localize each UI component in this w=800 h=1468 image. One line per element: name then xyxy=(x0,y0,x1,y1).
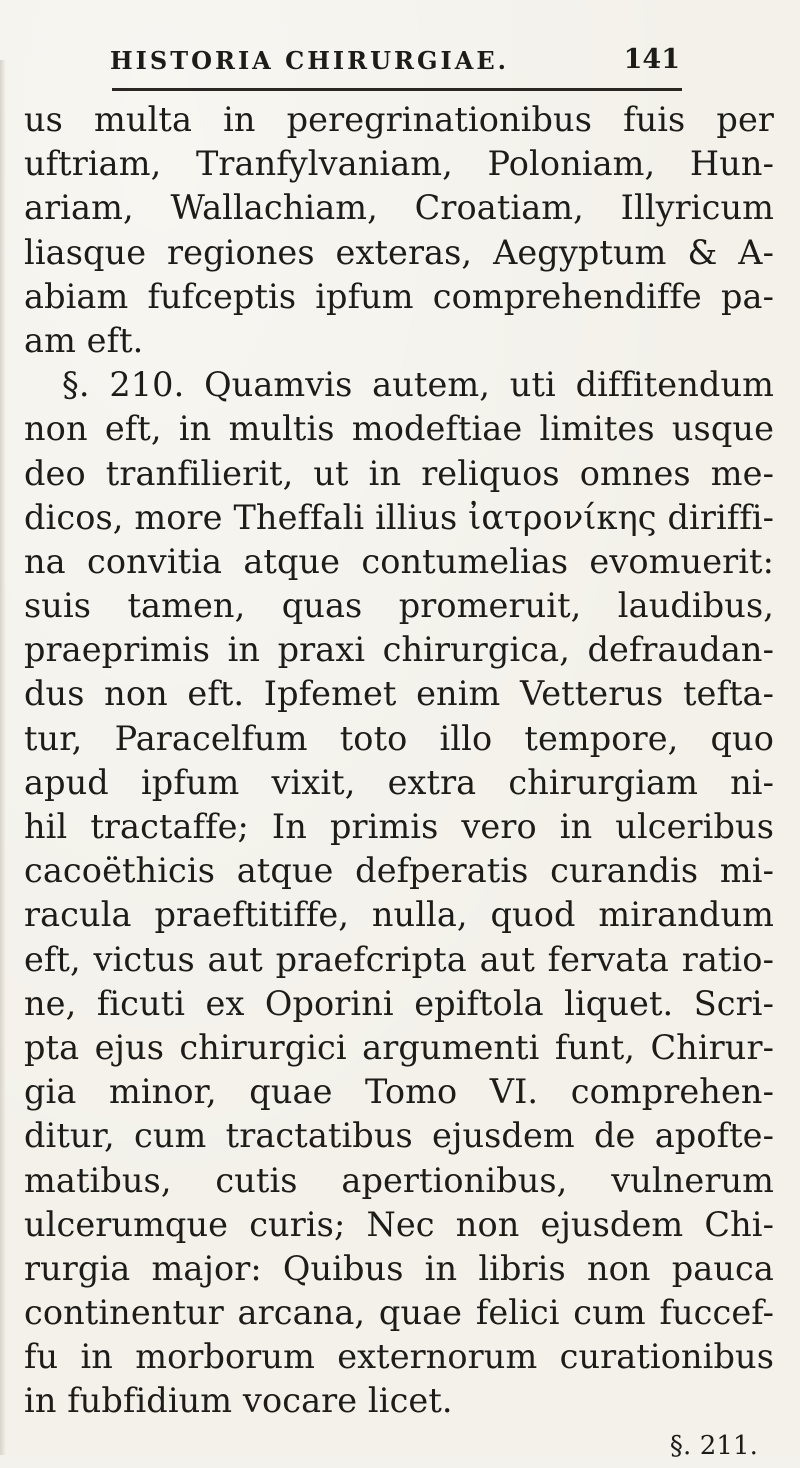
text-line: continentur arcana, quae felici cum fuccef- xyxy=(24,1293,774,1333)
text-line: am eft. xyxy=(24,320,144,360)
text-line: cacoëthicis atque defperatis curandis mi- xyxy=(24,851,774,891)
text-line: dus non eft. Ipfemet enim Vetterus tefta- xyxy=(24,674,774,714)
page-number: 141 xyxy=(623,44,680,75)
text-line: liasque regiones exteras, Aegyptum & A- xyxy=(24,232,774,272)
text-line: na convitia atque contumelias evomuerit: xyxy=(24,541,774,581)
text-line: us multa in peregrinationibus fuis per xyxy=(24,100,774,139)
text-line: uftriam, Tranfylvaniam, Poloniam, Hun- xyxy=(24,144,774,184)
running-head xyxy=(110,42,680,82)
text-line: racula praeftitiffe, nulla, quod mirandum xyxy=(24,895,774,935)
text-line: apud ipfum vixit, extra chirurgiam ni- xyxy=(24,762,774,802)
text-line: pta ejus chirurgici argumenti funt, Chirur- xyxy=(24,1027,774,1067)
text-line: dicos, more Theffali illius ἰατρονίκης diriffi- xyxy=(24,497,774,537)
header-rule xyxy=(112,88,682,91)
text-line: ditur, cum tractatibus ejusdem de apofte- xyxy=(24,1116,774,1156)
text-line: in fubfidium vocare licet. xyxy=(24,1381,453,1421)
text-line: deo tranfilierit, ut in reliquos omnes me- xyxy=(24,453,774,493)
text-line: ariam, Wallachiam, Croatiam, Illyricum xyxy=(24,188,774,228)
text-line: hil tractaffe; In primis vero in ulceribus xyxy=(24,807,774,846)
catchword: §. 211. xyxy=(669,1430,758,1461)
running-head-title: HISTORIA CHIRURGIAE. xyxy=(110,46,509,75)
text-line-paragraph-start: §. 210. Quamvis autem, uti diffitendum xyxy=(62,365,774,405)
text-line: gia minor, quae Tomo VI. comprehen- xyxy=(24,1072,774,1112)
text-line: tur, Paracelfum toto illo tempore, quo xyxy=(24,718,774,758)
text-line: non eft, in multis modeftiae limites usque xyxy=(24,409,774,449)
text-line: ulcerumque curis; Nec non ejusdem Chi- xyxy=(24,1204,774,1244)
body-text xyxy=(24,98,774,1468)
text-line: eft, victus aut praefcripta aut fervata ratio- xyxy=(24,939,774,979)
text-line: praeprimis in praxi chirurgica, defraudan- xyxy=(24,630,774,670)
text-line: rurgia major: Quibus in libris non pauca xyxy=(24,1248,774,1288)
text-line: matibus, cutis apertionibus, vulnerum xyxy=(24,1160,774,1200)
text-line: ne, ficuti ex Oporini epiftola liquet. Scri- xyxy=(24,983,774,1023)
text-line: abiam fufceptis ipfum comprehendiffe pa- xyxy=(24,276,774,316)
page-gutter-shadow xyxy=(0,60,6,1455)
text-line: suis tamen, quas promeruit, laudibus, xyxy=(24,586,774,626)
text-line: fu in morborum externorum curationibus xyxy=(24,1337,774,1377)
